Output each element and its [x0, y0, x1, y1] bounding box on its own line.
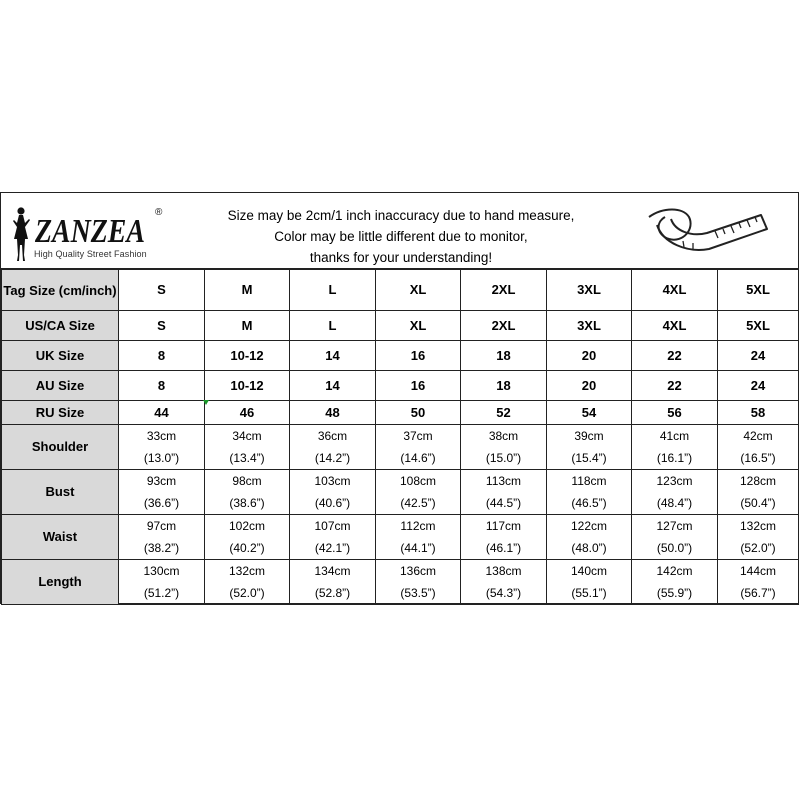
- measurement-cell: [205, 425, 290, 470]
- size-cell: 5XL: [718, 311, 799, 341]
- size-cell: 14: [290, 341, 376, 371]
- brand-tagline: High Quality Street Fashion: [34, 249, 147, 259]
- size-cell: 22: [632, 341, 718, 371]
- size-row: [2, 311, 799, 341]
- cm-value: 112cm: [400, 519, 436, 533]
- brand-logo: [7, 205, 177, 265]
- size-row: [2, 371, 799, 401]
- inch-value: (42.5”): [400, 496, 436, 510]
- inch-value: (48.0”): [571, 541, 607, 555]
- inch-value: (14.6”): [400, 451, 436, 465]
- measurement-cell: [290, 560, 376, 605]
- measurement-cell: [718, 425, 799, 470]
- inch-value: (52.0”): [229, 586, 265, 600]
- cm-value: 97cm: [146, 519, 177, 533]
- measurement-cell: [632, 425, 718, 470]
- size-cell: 3XL: [547, 311, 632, 341]
- size-cell: 5XL: [718, 270, 799, 311]
- cm-value: 38cm: [488, 429, 519, 443]
- row-label: Shoulder: [2, 425, 119, 470]
- inch-value: (55.9”): [656, 586, 693, 600]
- row-label: UK Size: [2, 341, 119, 371]
- cm-value: 118cm: [571, 474, 607, 488]
- inch-value: (36.6”): [143, 496, 180, 510]
- size-cell: M: [205, 270, 290, 311]
- cm-value: 36cm: [317, 429, 348, 443]
- measurement-cell: [376, 425, 461, 470]
- cm-value: 33cm: [146, 429, 177, 443]
- size-cell: 8: [119, 371, 205, 401]
- size-cell: XL: [376, 311, 461, 341]
- cm-value: 37cm: [403, 429, 433, 443]
- cm-value: 138cm: [485, 564, 522, 578]
- measurement-row: [2, 470, 799, 515]
- notice-line: thanks for your understanding!: [309, 250, 493, 265]
- notice-line: Size may be 2cm/1 inch inaccuracy due to hand measure,: [227, 208, 575, 223]
- measurement-cell: [632, 560, 718, 605]
- inch-value: (54.3”): [485, 586, 522, 600]
- measurement-cell: [119, 560, 205, 605]
- inch-value: (55.1”): [571, 586, 607, 600]
- row-label: AU Size: [2, 371, 119, 401]
- cm-value: 122cm: [570, 519, 608, 533]
- size-cell: S: [119, 270, 205, 311]
- measurement-cell: [632, 515, 718, 560]
- size-cell: 16: [376, 371, 461, 401]
- measurement-cell: [718, 470, 799, 515]
- notice-text: [191, 205, 611, 268]
- inch-value: (44.1”): [400, 541, 436, 555]
- measurement-cell: [290, 425, 376, 470]
- measurement-cell: [119, 470, 205, 515]
- inch-value: (50.4”): [740, 496, 776, 510]
- size-cell: 18: [461, 341, 547, 371]
- inch-value: (56.7”): [740, 586, 776, 600]
- measurement-cell: [547, 470, 632, 515]
- size-cell: 24: [718, 371, 799, 401]
- measurement-cell: [461, 470, 547, 515]
- inch-value: (16.1”): [656, 451, 693, 465]
- size-cell: 20: [547, 371, 632, 401]
- size-cell: 2XL: [461, 270, 547, 311]
- size-cell: M: [205, 311, 290, 341]
- size-cell: 10-12: [205, 371, 290, 401]
- measurement-cell: [718, 515, 799, 560]
- cm-value: 41cm: [659, 429, 690, 443]
- brand-name: ZANZEA: [35, 213, 145, 250]
- measurement-row: [2, 515, 799, 560]
- measurement-cell: [547, 425, 632, 470]
- size-cell: XL: [376, 270, 461, 311]
- row-label: Length: [2, 560, 119, 605]
- measurement-cell: [547, 515, 632, 560]
- cm-value: 130cm: [143, 564, 180, 578]
- measurement-cell: [718, 560, 799, 605]
- size-cell: 24: [718, 341, 799, 371]
- size-cell: 16: [376, 341, 461, 371]
- cm-value: 140cm: [570, 564, 608, 578]
- cm-value: 136cm: [399, 564, 437, 578]
- size-cell: 46: [205, 401, 290, 425]
- cm-value: 144cm: [739, 564, 777, 578]
- cm-value: 117cm: [485, 519, 522, 533]
- measurement-cell: [290, 515, 376, 560]
- size-cell: 44: [119, 401, 205, 425]
- size-cell: L: [290, 270, 376, 311]
- inch-value: (46.5”): [571, 496, 607, 510]
- size-row: [2, 401, 799, 425]
- inch-value: (53.5”): [400, 586, 436, 600]
- measurement-cell: [547, 560, 632, 605]
- inch-value: (44.5”): [485, 496, 522, 510]
- cm-value: 142cm: [656, 564, 693, 578]
- registered-mark: ®: [155, 207, 163, 218]
- row-label: Bust: [2, 470, 119, 515]
- cm-value: 34cm: [232, 429, 262, 443]
- measurement-cell: [632, 470, 718, 515]
- green-corner-mark: [203, 400, 209, 405]
- size-cell: L: [290, 311, 376, 341]
- size-cell: 56: [632, 401, 718, 425]
- cm-value: 113cm: [485, 474, 522, 488]
- cm-value: 128cm: [739, 474, 777, 488]
- measurement-cell: [205, 560, 290, 605]
- size-row: [2, 341, 799, 371]
- inch-value: (13.4”): [229, 451, 265, 465]
- measurement-row: [2, 425, 799, 470]
- cm-value: 98cm: [232, 474, 262, 488]
- size-table: [1, 269, 799, 605]
- size-cell: S: [119, 311, 205, 341]
- size-row: [2, 270, 799, 311]
- size-cell: 58: [718, 401, 799, 425]
- inch-value: (15.4”): [571, 451, 607, 465]
- cm-value: 102cm: [228, 519, 266, 533]
- measurement-cell: [205, 515, 290, 560]
- row-label: Tag Size (cm/inch): [2, 270, 119, 311]
- row-label: Waist: [2, 515, 119, 560]
- inch-value: (38.6”): [229, 496, 265, 510]
- inch-value: (52.8”): [314, 586, 351, 600]
- inch-value: (48.4”): [656, 496, 693, 510]
- cm-value: 39cm: [574, 429, 604, 443]
- notice-line: Color may be little different due to monitor,: [274, 229, 528, 244]
- measurement-cell: [376, 515, 461, 560]
- inch-value: (42.1”): [314, 541, 351, 555]
- inch-value: (38.2”): [143, 541, 180, 555]
- inch-value: (40.2”): [229, 541, 265, 555]
- measurement-cell: [119, 515, 205, 560]
- size-cell: 14: [290, 371, 376, 401]
- inch-value: (40.6”): [314, 496, 351, 510]
- size-chart: [0, 192, 799, 604]
- size-cell: 20: [547, 341, 632, 371]
- chart-header: [1, 193, 798, 269]
- measurement-cell: [205, 470, 290, 515]
- cm-value: 108cm: [399, 474, 437, 488]
- measurement-cell: [290, 470, 376, 515]
- inch-value: (52.0”): [740, 541, 776, 555]
- size-cell: 22: [632, 371, 718, 401]
- size-cell: 48: [290, 401, 376, 425]
- measuring-tape-icon: [643, 203, 773, 263]
- cm-value: 134cm: [314, 564, 351, 578]
- inch-value: (50.0”): [656, 541, 693, 555]
- size-cell: 3XL: [547, 270, 632, 311]
- measurement-cell: [461, 560, 547, 605]
- measurement-row: [2, 560, 799, 605]
- size-cell: 4XL: [632, 311, 718, 341]
- cm-value: 132cm: [228, 564, 266, 578]
- row-label: RU Size: [2, 401, 119, 425]
- size-cell: 2XL: [461, 311, 547, 341]
- cm-value: 93cm: [146, 474, 177, 488]
- inch-value: (13.0”): [143, 451, 180, 465]
- inch-value: (15.0”): [485, 451, 522, 465]
- size-cell: 52: [461, 401, 547, 425]
- inch-value: (51.2”): [143, 586, 180, 600]
- size-cell: 10-12: [205, 341, 290, 371]
- cm-value: 42cm: [743, 429, 773, 443]
- size-cell: 8: [119, 341, 205, 371]
- size-cell: 4XL: [632, 270, 718, 311]
- measurement-cell: [376, 560, 461, 605]
- row-label: US/CA Size: [2, 311, 119, 341]
- cm-value: 107cm: [314, 519, 351, 533]
- cm-value: 127cm: [656, 519, 693, 533]
- inch-value: (46.1”): [485, 541, 522, 555]
- cm-value: 123cm: [656, 474, 693, 488]
- measurement-cell: [376, 470, 461, 515]
- measurement-cell: [461, 425, 547, 470]
- measurement-cell: [119, 425, 205, 470]
- cm-value: 103cm: [314, 474, 351, 488]
- inch-value: (16.5”): [740, 451, 776, 465]
- cm-value: 132cm: [739, 519, 777, 533]
- size-cell: 50: [376, 401, 461, 425]
- measurement-cell: [461, 515, 547, 560]
- inch-value: (14.2”): [314, 451, 351, 465]
- woman-silhouette-icon: [7, 205, 37, 263]
- size-cell: 54: [547, 401, 632, 425]
- size-cell: 18: [461, 371, 547, 401]
